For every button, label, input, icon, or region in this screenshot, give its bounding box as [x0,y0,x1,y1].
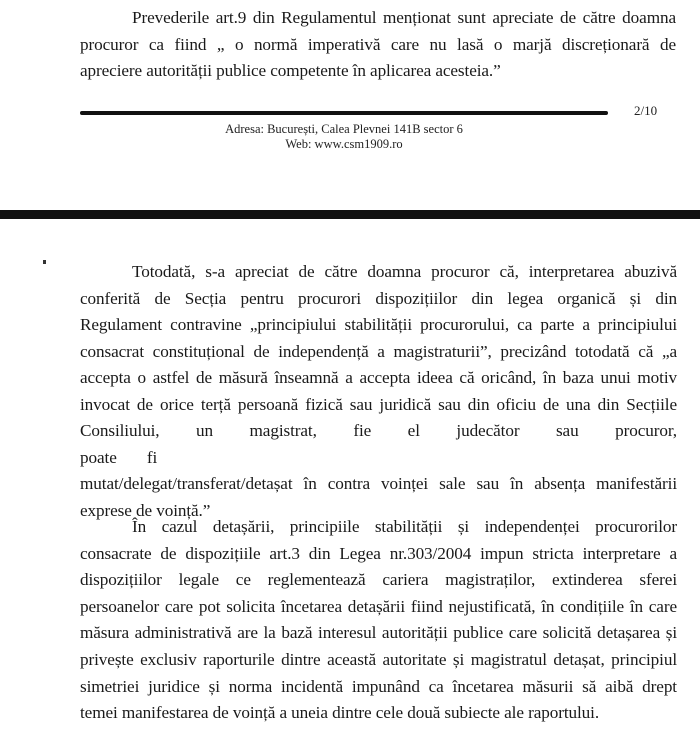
paragraph-line: persoanelor care pot solicita încetarea detașării fiind nejustificată, în condițiile în care [80,596,677,616]
paragraph-line: apreciere autorității publice competente în aplicarea acesteia.” [80,61,501,80]
paragraph-line: invocat de orice terță persoană fizică sau juridică sau din oficiu de una din Secțiile [80,394,677,414]
paragraph-line: consacrate de dispozițiile art.3 din Legea nr.303/2004 impun stricta interpretare a [80,543,677,563]
paragraph-line: Prevederile art.9 din Regulamentul menționat sunt apreciate de către doamna [132,8,676,27]
document-page-top [0,0,700,207]
paragraph-totodata [80,259,677,524]
footer-address: Adresa: București, Calea Plevnei 141B sector 6 [225,122,463,136]
paragraph-line: privește exclusiv raporturile dintre această autoritate și magistratul detașat, principiul [80,649,677,669]
page-footer [80,122,608,152]
page-separator [0,207,700,222]
footer-web: Web: www.csm1909.ro [285,137,403,151]
paragraph-line: simetriei juridice și norma incidentă impunând ca încetarea măsurii să aibă drept [80,676,677,696]
scan-speck [43,260,46,264]
paragraph-detasare [80,514,677,727]
page-number: 2/10 [634,103,658,118]
paragraph-line: procuror ca fiind „ o normă imperativă care nu lasă o marjă discreționară de [80,34,676,54]
paragraph-line: consacrat constituțional de independență a magistraturii”, precizând totodată că „a [80,341,677,361]
paragraph-line: Regulament contravine „principiului stabilității procurorului, ca parte a principiului [80,315,677,334]
paragraph-line: exprese de voință.” [80,500,211,520]
paragraph-line: dispozițiilor legale ce reglementează cariera magistraților, extinderea sferei [80,570,677,590]
paragraph-line: mutat/delegat/transferat/detașat în contra voinței sale sau în absența manifestării [80,474,677,493]
paragraph-art9 [80,5,676,85]
paragraph-line: temei manifestarea de voință a uneia dintre cele două subiecte ale raportului. [80,703,600,723]
paragraph-line: accepta o astfel de măsură înseamnă a accepta ideea că oricând, în baza unui motiv [80,368,677,387]
footer-rule [80,111,608,115]
paragraph-line: Consiliului, un magistrat, fie el judecător sau procuror, poate fi [80,421,677,467]
paragraph-line: măsura administrativă are la bază interesul autorității publice care solicită detașarea și [80,623,677,643]
paragraph-line: Totodată, s-a apreciat de către doamna procuror că, interpretarea abuzivă [132,262,677,281]
paragraph-line: conferită de Secția pentru procurori dispozițiilor din legea organică și din [80,288,677,308]
paragraph-line: În cazul detașării, principiile stabilității și independenței procurorilor [132,517,677,536]
